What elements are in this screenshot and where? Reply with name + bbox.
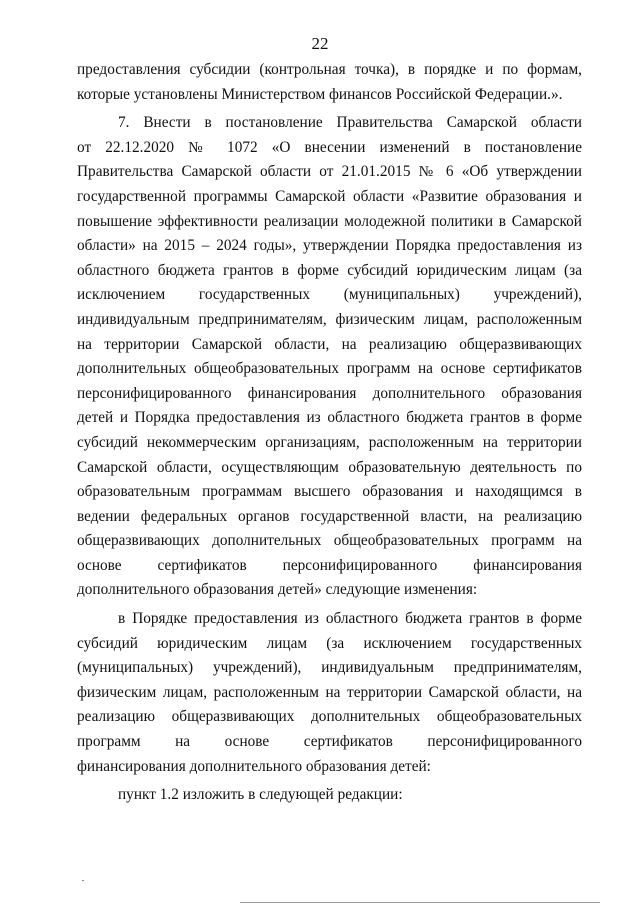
text-line: повышение эффективности реализации молодежной политики в Самарской: [77, 212, 582, 230]
scan-edge-line: [240, 902, 600, 903]
text-line: области» на 2015 – 2024 годы», утверждении Порядка предоставления из: [77, 237, 582, 255]
text-line: 7. Внести в постановление Правительства Самарской области: [118, 114, 582, 132]
text-line: общеразвивающих дополнительных общеобразовательных программ на: [77, 532, 582, 550]
text-line: областного бюджета грантов в форме субсидий юридическим лицам (за: [77, 261, 582, 279]
scan-speck: [82, 880, 84, 881]
text-line: Самарской области, осуществляющим образовательную деятельность по: [77, 458, 582, 476]
paragraph: [77, 783, 582, 808]
text-line: реализацию общеразвивающих дополнительных общеобразовательных: [77, 708, 582, 726]
text-line: финансирования дополнительного образования детей:: [77, 757, 431, 775]
text-line: (муниципальных) учреждений), индивидуальным предпринимателям,: [77, 659, 582, 677]
text-line: в Порядке предоставления из областного бюджета грантов в форме: [118, 610, 582, 628]
text-line: дополнительного образования детей» следующие изменения:: [77, 581, 478, 599]
text-line: индивидуальным предпринимателям, физическим лицам, расположенным: [77, 310, 582, 328]
paragraph: [77, 607, 582, 779]
text-line: дополнительных общеобразовательных программ на основе сертификатов: [77, 360, 582, 378]
text-line: государственной программы Самарской области «Развитие образования и: [77, 187, 582, 205]
text-line: предоставления субсидии (контрольная точка), в порядке и по формам,: [77, 61, 582, 78]
text-line: субсидий некоммерческим организациям, расположенным на территории: [77, 433, 582, 451]
text-line: программ на основе сертификатов персонифицированного: [77, 733, 582, 751]
text-line: Правительства Самарской области от 21.01.2015 № 6 «Об утверждении: [77, 163, 582, 181]
text-line: ведении федеральных органов государственной власти, на реализацию: [77, 507, 582, 525]
text-line: которые установлены Министерством финансов Российской Федерации.».: [77, 85, 563, 103]
text-line: образовательным программам высшего образования и находящимся в: [77, 483, 582, 501]
text-line: субсидий юридическим лицам (за исключением государственных: [77, 634, 582, 652]
text-line: исключением государственных (муниципальных) учреждений),: [77, 286, 582, 304]
paragraph: [77, 58, 582, 107]
text-line: персонифицированного финансирования дополнительного образования: [77, 384, 582, 402]
paragraph: [77, 111, 582, 603]
page-number: 22: [311, 34, 329, 53]
text-line: основе сертификатов персонифицированного финансирования: [77, 556, 582, 574]
text-line: от 22.12.2020 № 1072 «О внесении изменений в постановление: [77, 138, 582, 156]
text-line: физическим лицам, расположенным на территории Самарской области, на: [77, 683, 582, 701]
text-line: на территории Самарской области, на реализацию общеразвивающих: [77, 335, 582, 353]
document-body: [77, 58, 582, 808]
text-line: детей и Порядка предоставления из областного бюджета грантов в форме: [77, 409, 582, 427]
text-line: пункт 1.2 изложить в следующей редакции:: [118, 786, 403, 804]
